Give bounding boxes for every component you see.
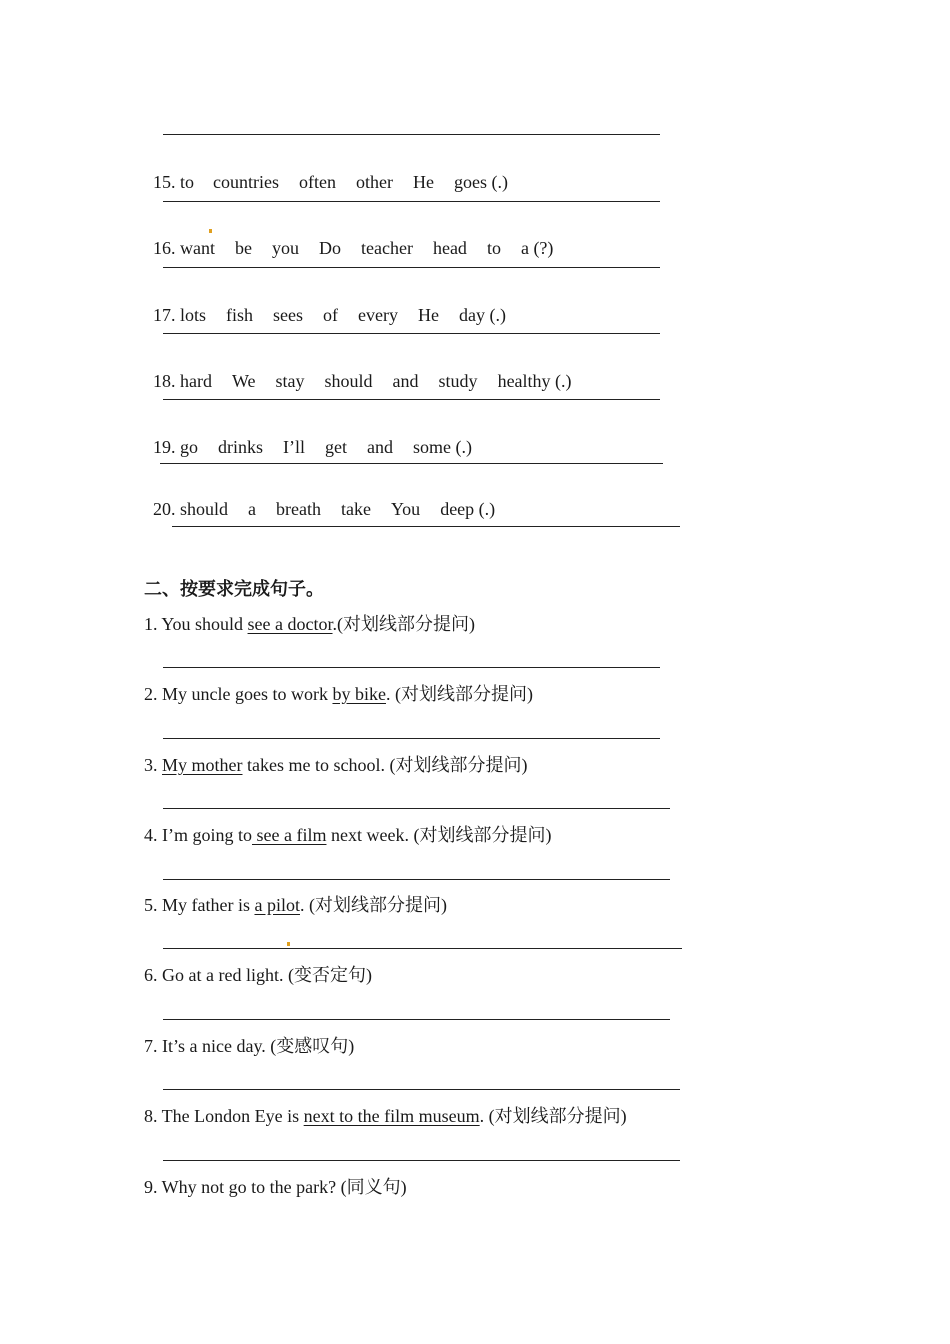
question-20: 20. should a breath take You deep (.) xyxy=(153,499,496,519)
task-8: 8. The London Eye is next to the film museum. (对划线部分提问) xyxy=(144,1106,627,1126)
answer-line[interactable] xyxy=(163,879,670,880)
answer-line[interactable] xyxy=(163,333,660,334)
answer-line[interactable] xyxy=(163,1089,680,1090)
answer-line[interactable] xyxy=(160,463,663,464)
answer-line[interactable] xyxy=(163,399,660,400)
answer-line[interactable] xyxy=(163,134,660,135)
section-heading: 二、按要求完成句子。 xyxy=(144,579,324,600)
task-7: 7. It’s a nice day. (变感叹句) xyxy=(144,1036,355,1056)
question-18: 18. hard We stay should and study healthy (.) xyxy=(153,371,572,391)
answer-line[interactable] xyxy=(163,667,660,668)
task-4: 4. I’m going to see a film next week. (对划线部分提问) xyxy=(144,825,552,845)
stray-mark xyxy=(209,229,212,233)
answer-line[interactable] xyxy=(163,738,660,739)
answer-line[interactable] xyxy=(163,201,660,202)
answer-line[interactable] xyxy=(172,526,680,527)
answer-line[interactable] xyxy=(163,1019,670,1020)
task-3: 3. My mother takes me to school. (对划线部分提问) xyxy=(144,755,528,775)
answer-line[interactable] xyxy=(163,948,682,949)
task-9: 9. Why not go to the park? (同义句) xyxy=(144,1177,407,1197)
answer-line[interactable] xyxy=(163,808,670,809)
task-1: 1. You should see a doctor.(对划线部分提问) xyxy=(144,614,476,634)
task-2: 2. My uncle goes to work by bike. (对划线部分提问) xyxy=(144,684,533,704)
task-6: 6. Go at a red light. (变否定句) xyxy=(144,965,372,985)
question-16: 16. want be you Do teacher head to a (?) xyxy=(153,238,554,258)
question-17: 17. lots fish sees of every He day (.) xyxy=(153,305,506,325)
answer-line[interactable] xyxy=(163,267,660,268)
task-5: 5. My father is a pilot. (对划线部分提问) xyxy=(144,895,447,915)
question-15: 15. to countries often other He goes (.) xyxy=(153,172,508,192)
stray-mark xyxy=(287,942,290,946)
answer-line[interactable] xyxy=(163,1160,680,1161)
question-19: 19. go drinks I’ll get and some (.) xyxy=(153,437,472,457)
